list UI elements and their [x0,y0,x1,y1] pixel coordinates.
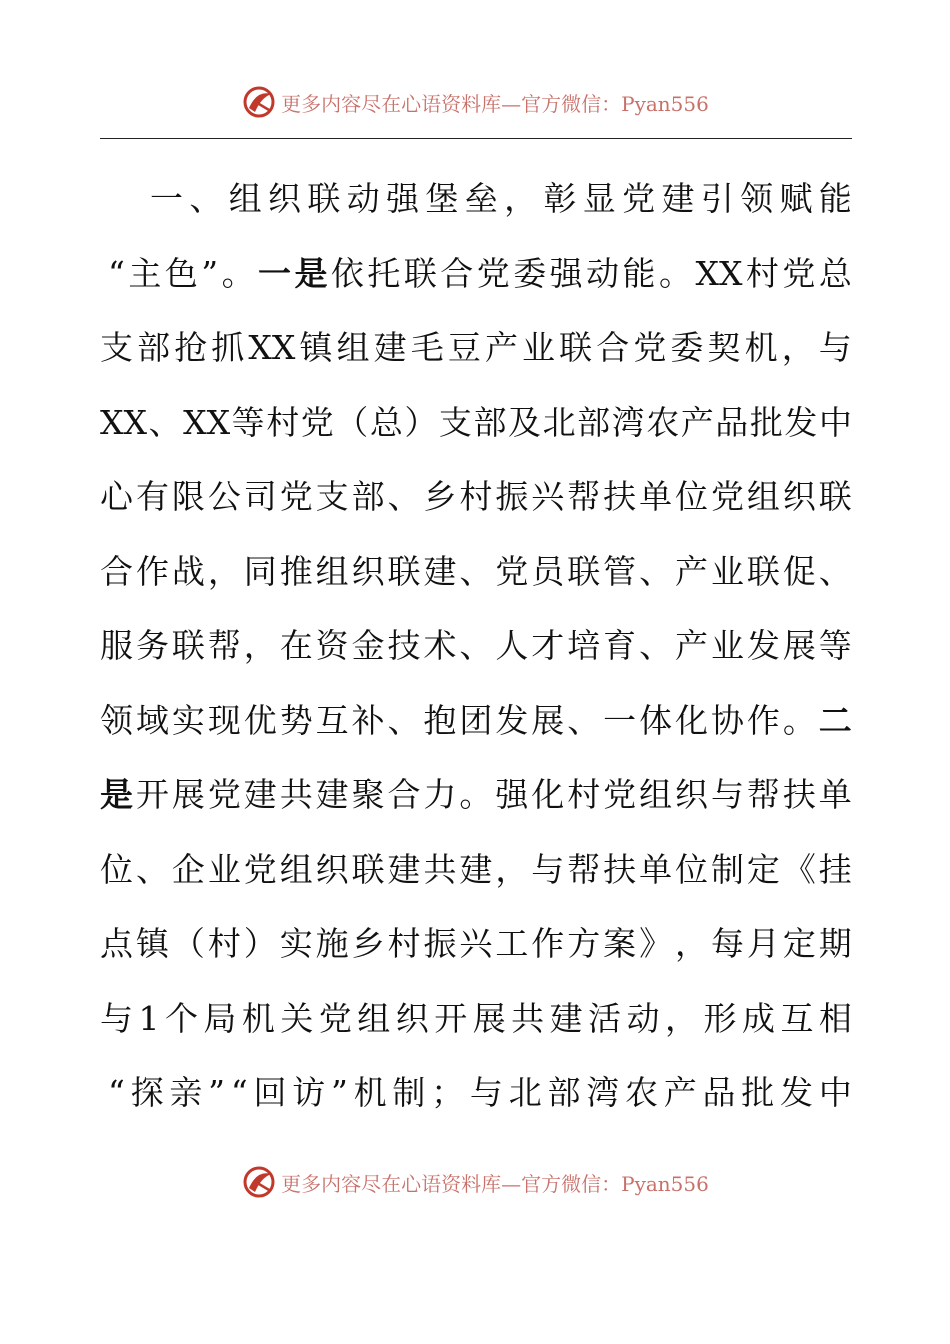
paragraph-line: 是 开 展 党 建 共 建 聚 合 力 。 强 化 村 党 组 织 与 帮 扶 单 [100,775,852,814]
paragraph-line: 支 部 抢 抓 XX 镇 组 建 毛 豆 产 业 联 合 党 委 契 机 ， 与 [100,328,852,367]
paragraph-line: “ 探 亲 ” “ 回 访 ” 机 制 ； 与 北 部 湾 农 产 品 批 发 中 [108,1073,852,1112]
footer-banner [0,1162,950,1202]
paragraph-line: 与 1 个 局 机 关 党 组 织 开 展 共 建 活 动 ， 形 成 互 相 [100,998,852,1038]
banner-text: 更多内容尽在心语资料库—官方微信：Pyan556 [281,91,709,116]
paragraph-line: 合 作 战 ， 同 推 组 织 联 建 、 党 员 联 管 、 产 业 联 促 、 [100,551,852,591]
paragraph-line: 一 、 组 织 联 动 强 堡 垒 ， 彰 显 党 建 引 领 赋 能 [150,179,852,218]
header-rule [100,138,852,139]
header-banner [0,82,950,122]
paragraph-line: XX 、 XX 等 村 党 （ 总 ） 支 部 及 北 部 湾 农 产 品 批 发 中 [100,402,852,442]
logo-icon [241,84,277,120]
banner-text: 更多内容尽在心语资料库—官方微信：Pyan556 [281,1171,709,1196]
paragraph-line: 领 域 实 现 优 势 互 补 、 抱 团 发 展 、 一 体 化 协 作 。 二 [100,700,852,740]
paragraph-line: 服 务 联 帮 ， 在 资 金 技 术 、 人 才 培 育 、 产 业 发 展 等 [100,626,852,665]
logo-icon [241,1164,277,1200]
paragraph-line: 心 有 限 公 司 党 支 部 、 乡 村 振 兴 帮 扶 单 位 党 组 织 联 [100,477,852,516]
paragraph-line: 位 、 企 业 党 组 织 联 建 共 建 ， 与 帮 扶 单 位 制 定 《 挂 [100,849,852,889]
paragraph-line: “ 主 色 ” 。 一 是 依 托 联 合 党 委 强 动 能 。 XX 村 党 总 [108,253,852,293]
document-body [100,162,852,1131]
paragraph-line: 点 镇 （ 村 ） 实 施 乡 村 振 兴 工 作 方 案 》 ， 每 月 定 期 [100,924,852,963]
